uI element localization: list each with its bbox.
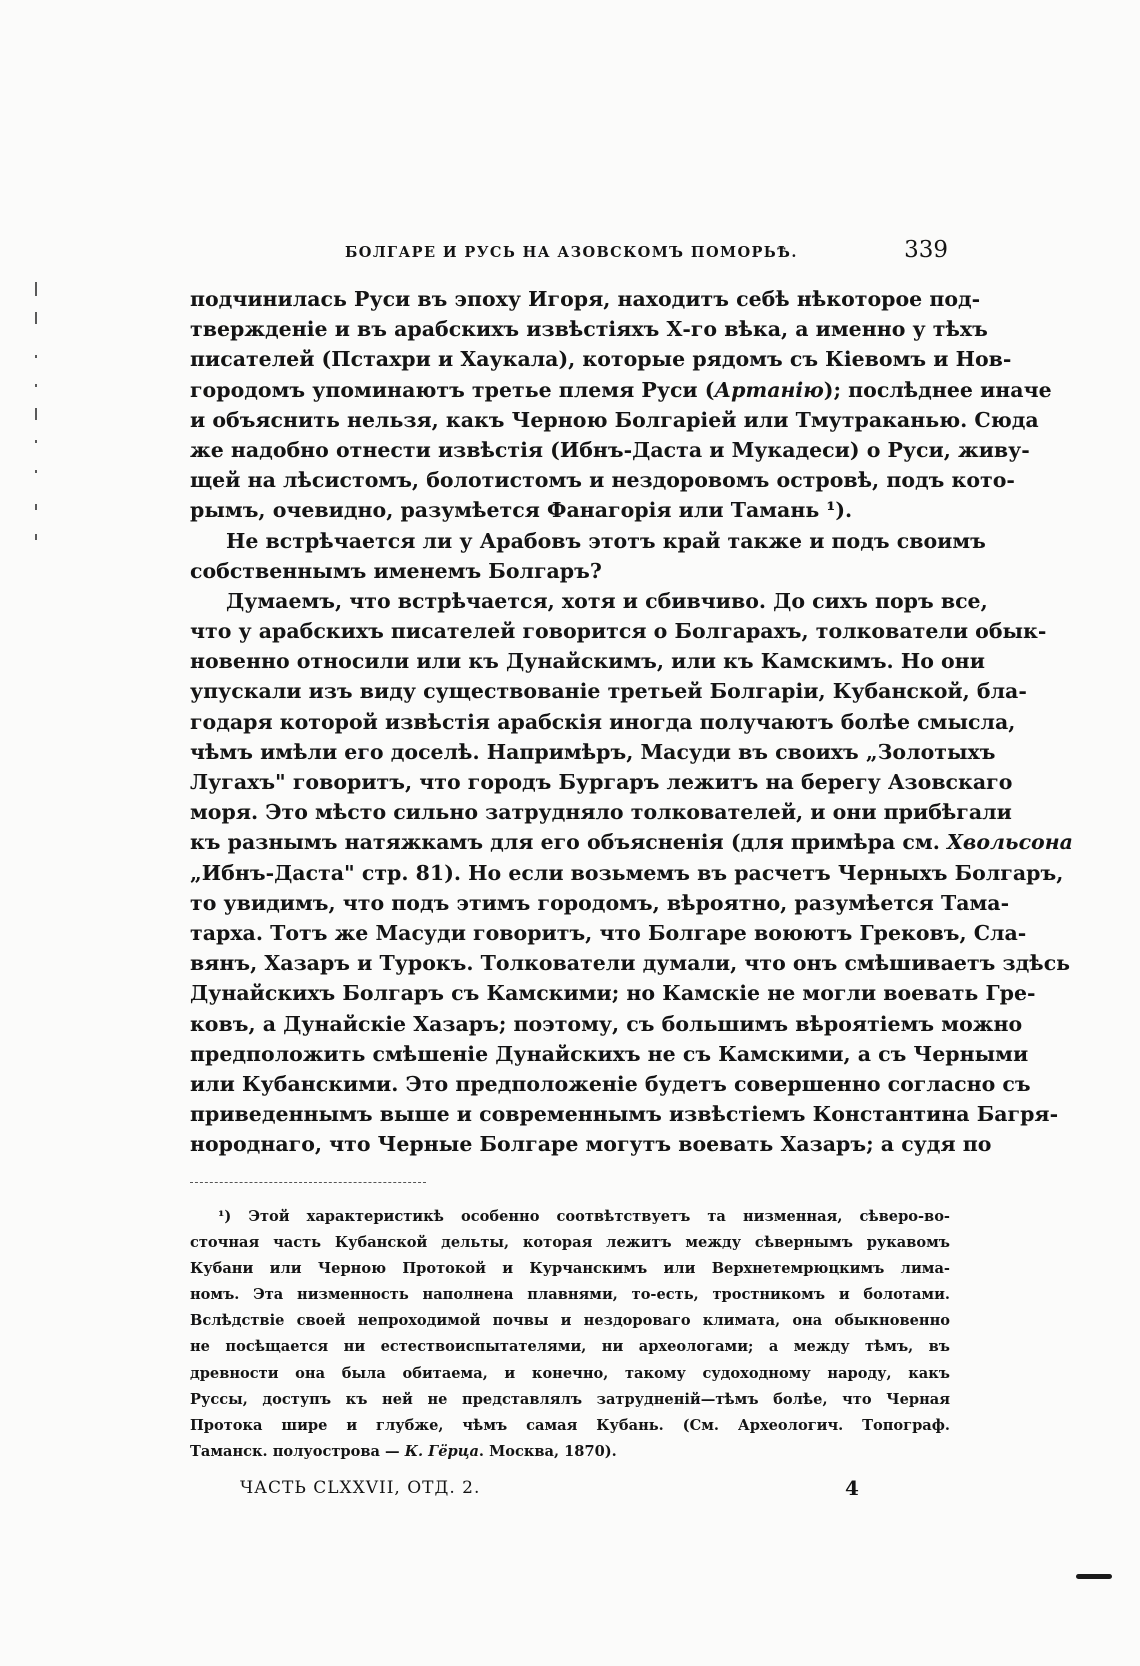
italic-term: Артанію <box>714 377 824 402</box>
footnote-line: сточная часть Кубанской дельты, которая лежитъ между сѣвернымъ рукавомъ <box>190 1234 950 1252</box>
text-line: же надобно отнести извѣстія (Ибнъ-Даста и Мукадеси) о Руси, живу- <box>190 437 1030 462</box>
text-line: нороднаго, что Черные Болгаре могутъ воевать Хазаръ; а судя по <box>190 1132 992 1157</box>
signature-sheet-number: 4 <box>845 1476 859 1500</box>
text-line: тарха. Тотъ же Масуди говоритъ, что Болгаре воюютъ Грековъ, Сла- <box>190 920 1027 945</box>
margin-mark <box>35 408 37 420</box>
text-line: „Ибнъ-Даста" стр. 81). Но если возьмемъ въ расчетъ Черныхъ Болгаръ, <box>190 860 1064 885</box>
scan-artifact-dash <box>1076 1574 1112 1579</box>
text-line: моря. Это мѣсто сильно затрудняло толкователей, и они прибѣгали <box>190 800 1012 825</box>
body-text <box>190 284 1073 1159</box>
text-line: то увидимъ, что подъ этимъ городомъ, вѣроятно, разумѣется Тама- <box>190 890 1010 915</box>
footnote-line: древности она была обитаема, и конечно, такому судоходному народу, какъ <box>190 1364 950 1382</box>
margin-mark <box>35 282 37 296</box>
footnote-line: номъ. Эта низменность наполнена плавнями, то-есть, тростникомъ и болотами. <box>190 1286 950 1304</box>
text-line: или Кубанскими. Это предположеніе будетъ совершенно согласно съ <box>190 1071 1031 1096</box>
text-line: предположить смѣшеніе Дунайскихъ не съ Камскими, а съ Черными <box>190 1041 1029 1066</box>
text-line: Дунайскихъ Болгаръ съ Камскими; но Камскіе не могли воевать Гре- <box>190 981 1036 1006</box>
footnote-divider <box>190 1182 426 1183</box>
footnote-line: Кубани или Черною Протокой и Курчанскимъ или Верхнетемрюцкимъ лима- <box>190 1260 950 1278</box>
text-line: рымъ, очевидно, разумѣется Фанагорія или Тамань ¹). <box>190 498 853 523</box>
text-line: годаря которой извѣстія арабскія иногда получаютъ болѣе смысла, <box>190 709 1016 734</box>
footnote-line: Протока шире и глубже, чѣмъ самая Кубань. (См. Археологич. Топограф. <box>190 1416 950 1434</box>
text-line: приведеннымъ выше и современнымъ извѣстіемъ Константина Багря- <box>190 1102 1059 1127</box>
text-line: щей на лѣсистомъ, болотистомъ и нездоровомъ островѣ, подъ кото- <box>190 468 1015 493</box>
text-line: упускали изъ виду существованіе третьей Болгаріи, Кубанской, бла- <box>190 679 1027 704</box>
printer-signature <box>240 1478 880 1508</box>
margin-mark <box>35 534 37 540</box>
margin-mark <box>35 384 37 387</box>
text-line: Не встрѣчается ли у Арабовъ этотъ край также и подъ своимъ <box>226 528 986 553</box>
footnote-line: ¹) Этой характеристикѣ особенно соотвѣтствуетъ та низменная, сѣверо-во- <box>218 1208 950 1225</box>
text-line: подчинилась Руси въ эпоху Игоря, находитъ себѣ нѣкоторое под- <box>190 287 981 311</box>
margin-mark <box>35 440 37 443</box>
page-number: 339 <box>904 237 948 263</box>
text-line: Думаемъ, что встрѣчается, хотя и сбивчиво. До сихъ поръ все, <box>226 588 988 613</box>
footnote-line: не посѣщается ни естествоиспытателями, ни археологами; а между тѣмъ, въ <box>190 1338 950 1356</box>
text-line <box>190 375 1052 405</box>
text-line: что у арабскихъ писателей говорится о Болгарахъ, толкователи обык- <box>190 619 1047 644</box>
text-line: ковъ, а Дунайскіе Хазаръ; поэтому, съ большимъ вѣроятіемъ можно <box>190 1011 1023 1036</box>
margin-mark <box>35 470 37 473</box>
text-line: Лугахъ" говоритъ, что городъ Бургаръ лежитъ на берегу Азовскаго <box>190 770 1013 794</box>
text-line: и объяснить нельзя, какъ Черною Болгаріей или Тмутраканью. Сюда <box>190 407 1039 432</box>
footnote-line <box>190 1439 950 1465</box>
footnote-line: Вслѣдствіе своей непроходимой почвы и нездороваго климата, она обыкновенно <box>190 1312 950 1330</box>
margin-mark <box>35 312 37 324</box>
italic-author: Хвольсона <box>947 830 1073 855</box>
running-head <box>190 238 950 268</box>
footnote <box>190 1204 950 1465</box>
text-line: собственнымъ именемъ Болгаръ? <box>190 558 602 583</box>
running-title: БОЛГАРЕ И РУСЬ НА АЗОВСКОМЪ ПОМОРЬѢ. <box>345 244 798 261</box>
margin-mark <box>35 504 37 510</box>
italic-author: К. Гёрца <box>404 1442 479 1460</box>
text-line <box>190 827 1073 857</box>
text-line: писателей (Пстахри и Хаукала), которые рядомъ съ Кіевомъ и Нов- <box>190 347 1012 372</box>
text-line: твержденіе и въ арабскихъ извѣстіяхъ Х-го вѣка, а именно у тѣхъ <box>190 317 988 342</box>
text-line-start: городомъ упоминаютъ третье племя Руси ( <box>190 377 715 402</box>
footnote-line-start: Таманск. полуострова — <box>190 1442 405 1460</box>
text-line-start: къ разнымъ натяжкамъ для его объясненія (для примѣра см. <box>190 830 947 855</box>
footnote-line-end: . Москва, 1870). <box>478 1442 617 1460</box>
footnote-line: Руссы, доступъ къ ней не представлялъ затрудненій—тѣмъ болѣе, что Черная <box>190 1390 950 1408</box>
signature-part: ЧАСТЬ CLXXVII, ОТД. 2. <box>240 1478 481 1498</box>
text-line: вянъ, Хазаръ и Турокъ. Толкователи думали, что онъ смѣшиваетъ здѣсь <box>190 951 1071 976</box>
text-line-end: ); послѣднее иначе <box>823 377 1052 402</box>
text-line: новенно относили или къ Дунайскимъ, или къ Камскимъ. Но они <box>190 649 985 674</box>
text-line: чѣмъ имѣли его доселѣ. Напримѣръ, Масуди въ своихъ „Золотыхъ <box>190 739 996 764</box>
margin-mark <box>35 355 37 358</box>
